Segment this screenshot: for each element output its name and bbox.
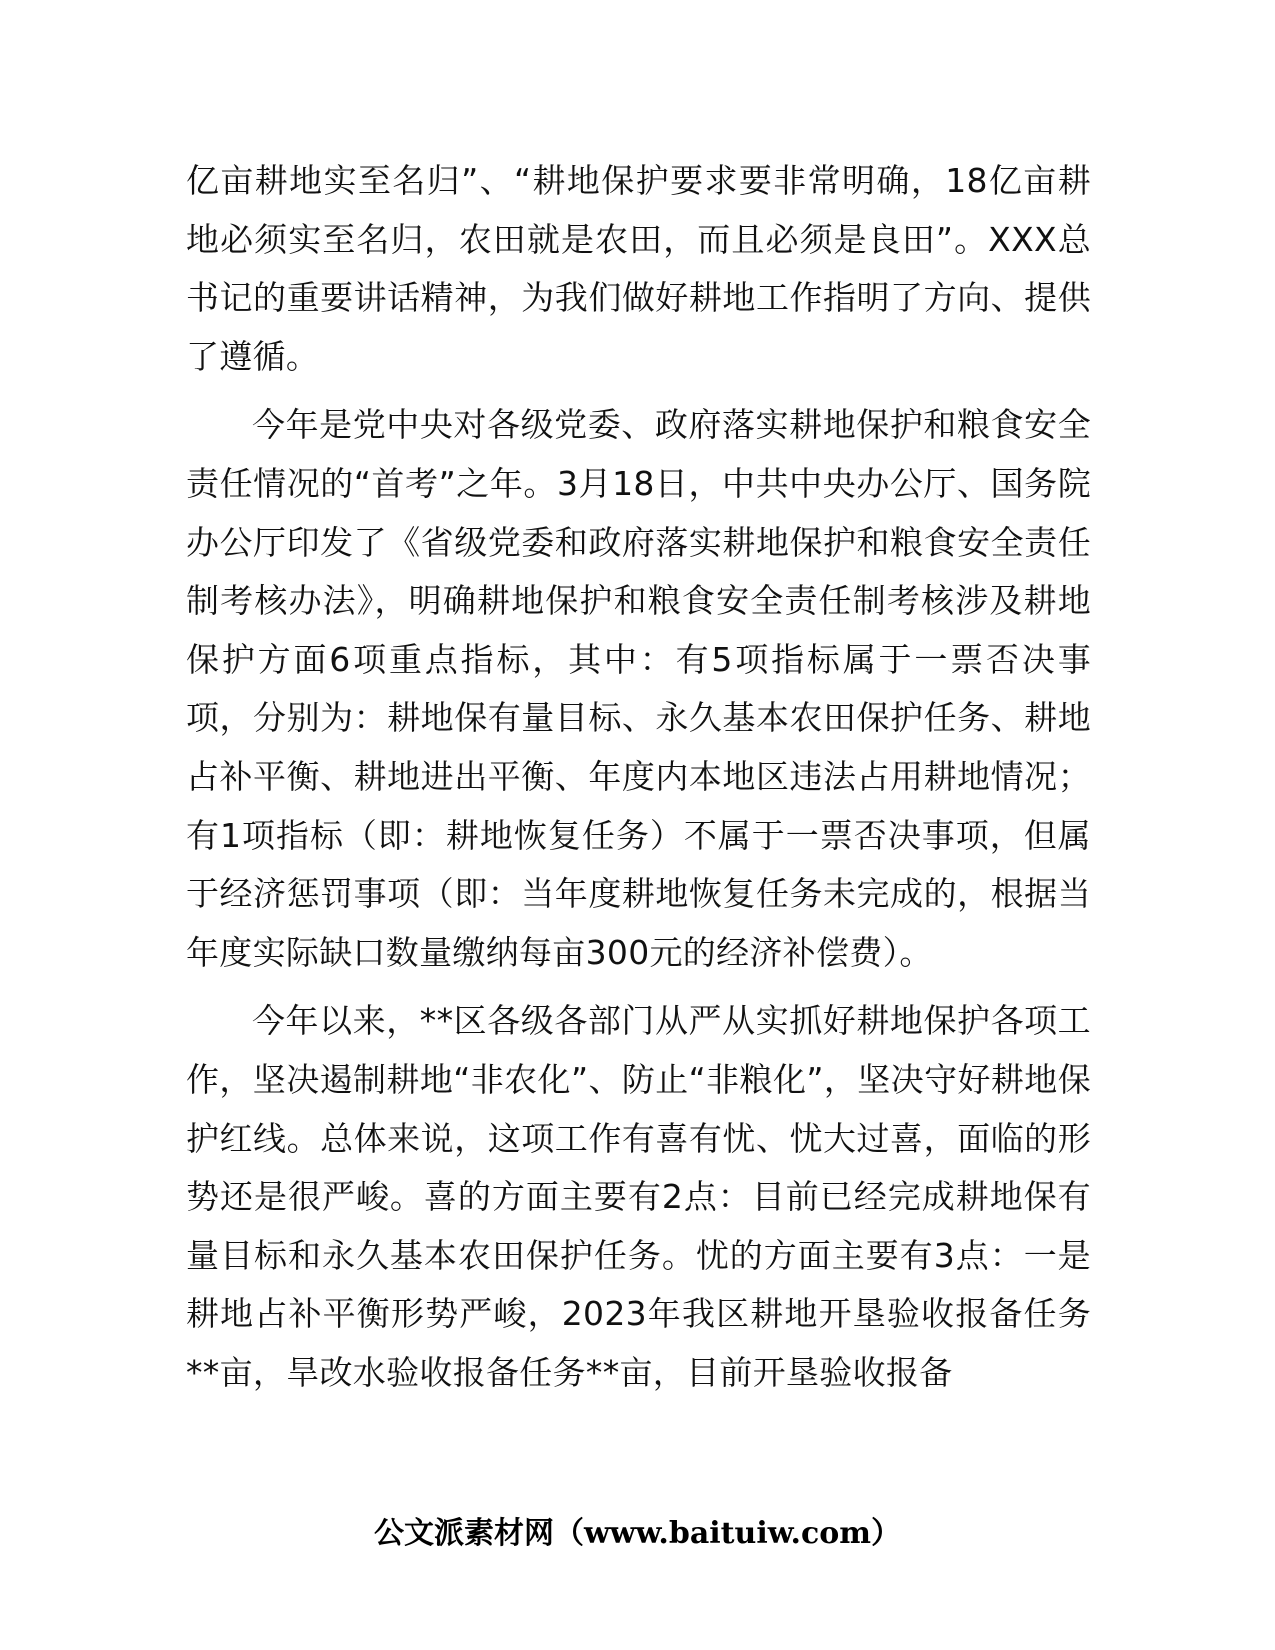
document-body [186, 152, 1091, 1412]
footer-source-note: 公文派素材网（www.baituiw.com） [373, 1516, 902, 1551]
paragraph-continued: 亿亩耕地实至名归”、“耕地保护要求要非常明确，18亿亩耕地必须实至名归，农田就是农田，而且必须是良田”。XXX总书记的重要讲话精神，为我们做好耕地工作指明了方向、提供了遵循。 [186, 161, 1091, 376]
paragraph-first-exam: 今年是党中央对各级党委、政府落实耕地保护和粮食安全责任情况的“首考”之年。3月18日，中共中央办公厅、国务院办公厅印发了《省级党委和政府落实耕地保护和粮食安全责任制考核办法》，明确耕地保护和粮食安全责任制考核涉及耕地保护方面6项重点指标，其中：有5项指标属于一票否决事项，分别为：耕地保有量目标、永久基本农田保护任务、耕地占补平衡、耕地进出平衡、年度内本地区违法占用耕地情况；有1项指标（即：耕地恢复任务）不属于一票否决事项，但属于经济惩罚事项（即：当年度耕地恢复任务未完成的，根据当年度实际缺口数量缴纳每亩300元的经济补偿费）。 [186, 405, 1091, 972]
paragraph-district-situation: 今年以来，**区各级各部门从严从实抓好耕地保护各项工作，坚决遏制耕地“非农化”、防止“非粮化”，坚决守好耕地保护红线。总体来说，这项工作有喜有忧、忧大过喜，面临的形势还是很严峻。喜的方面主要有2点：目前已经完成耕地保有量目标和永久基本农田保护任务。忧的方面主要有3点：一是耕地占补平衡形势严峻，2023年我区耕地开垦验收报备任务**亩，旱改水验收报备任务**亩，目前开垦验收报备 [186, 1001, 1091, 1392]
